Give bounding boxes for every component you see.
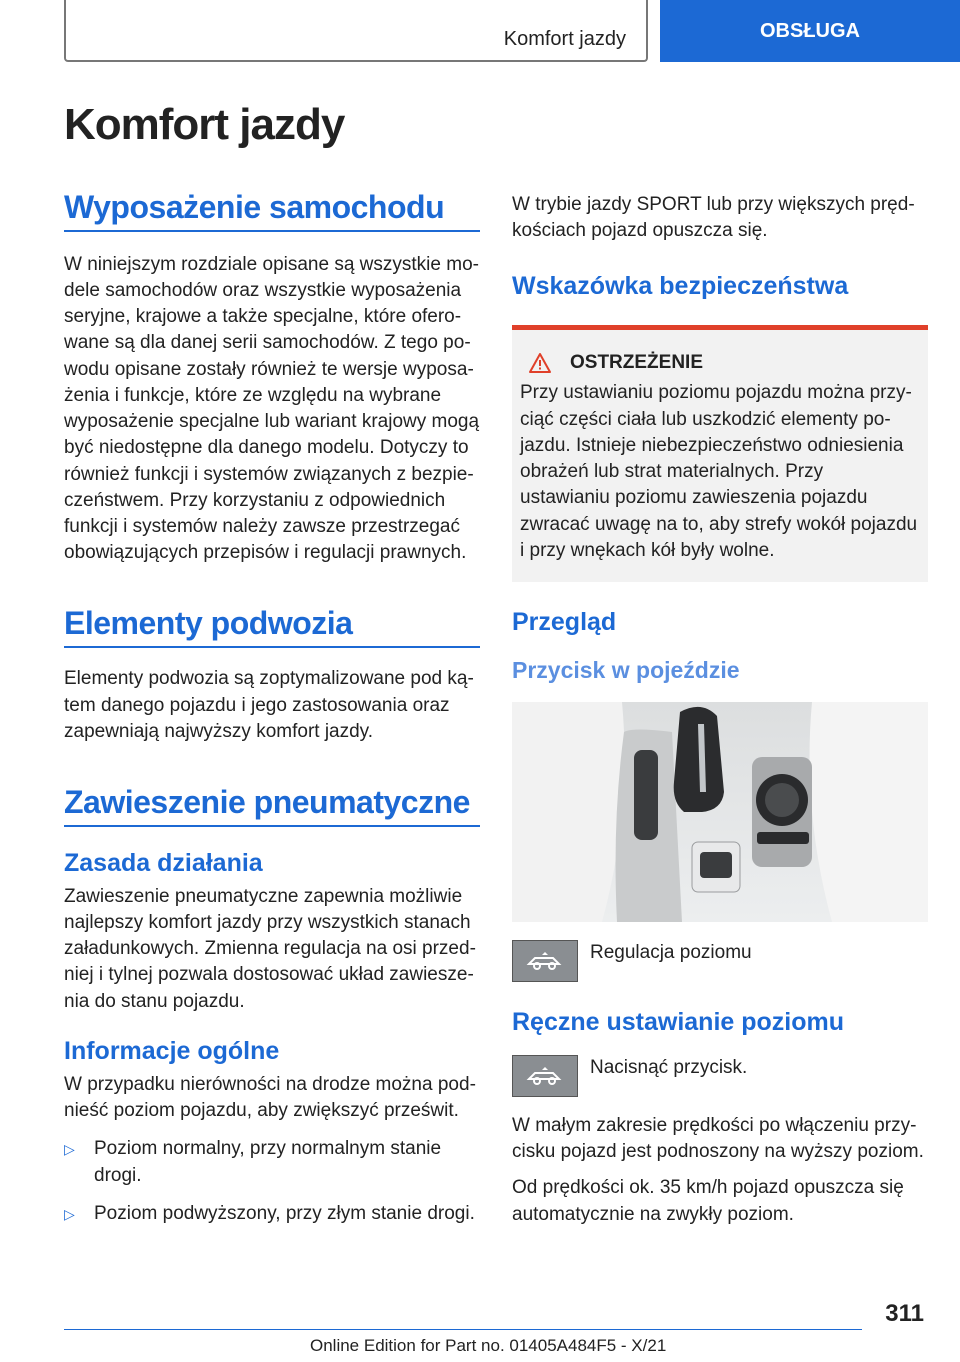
car-level-icon [525, 1065, 565, 1087]
heading-chassis: Elementy podwozia [64, 606, 480, 648]
paragraph-chassis: Elementy podwozia są zoptymalizowane pod kątem danego pojazdu i jego zastosowania oraz zapewniają najwyższy komfort jazdy. [64, 668, 474, 742]
heading-safety-note: Wskazówka bezpieczeństwa [512, 272, 849, 301]
triangle-bullet-icon: ▷ [64, 1205, 75, 1222]
heading-manual-level: Ręczne ustawianie poziomu [512, 1007, 845, 1036]
level-control-button-icon[interactable] [512, 1055, 578, 1097]
triangle-bullet-icon: ▷ [64, 1141, 75, 1158]
center-console-illustration [512, 702, 928, 922]
footer-edition: Online Edition for Part no. 01405A484F5 - X/21 [310, 1336, 667, 1355]
paragraph-low-speed: W małym zakresie prędkości po włączeniu przycisku pojazd jest podnoszony na wyższy poziom. [512, 1114, 924, 1163]
footer-divider [64, 1329, 862, 1330]
warning-header [520, 352, 918, 374]
list-item [64, 1201, 480, 1227]
warning-box [512, 325, 928, 582]
header-chapter-tab[interactable]: OBSŁUGA [660, 0, 960, 62]
paragraph-general-info: W przypadku nierówności na drodze można podnieść poziom pojazdu, aby zwiększyć prześwit. [64, 1073, 476, 1122]
manual-step-text: Nacisnąć przycisk. [590, 1056, 748, 1078]
car-level-icon [525, 950, 565, 972]
list-item-text: Poziom podwyższony, przy złym stanie drogi. [94, 1202, 475, 1224]
heading-button-in-vehicle: Przycisk w pojeździe [512, 656, 740, 683]
icon-label: Regulacja poziomu [590, 941, 752, 963]
header-section-title: Komfort jazdy [503, 28, 626, 50]
icon-row-level-control [512, 940, 928, 982]
paragraph-principle: Zawieszenie pneumatyczne zapewnia możliwie najlepszy komfort jazdy przy wszystkich stanach załadunkowych. Zmienna regulacja na osi przedniej i tylnej pozwala dostosować układ zawieszenia do stanu pojazdu. [64, 885, 476, 1012]
list-item [64, 1136, 480, 1188]
warning-title: OSTRZEŻENIE [570, 352, 704, 374]
header-box [64, 0, 648, 62]
warning-text: Przy ustawianiu poziomu pojazdu można przyciąć części ciała lub uszkodzić elementy pojazdu. Istnieje niebezpieczeństwo odniesienia obrażeń lub strat materialnych. Przy ustawianiu poziomu zawieszenia pojazdu zwracać uwagę na to, aby strefy wokół pojazdu i przy wnękach kół były wolne. [520, 382, 918, 561]
paragraph-sport-mode: W trybie jazdy SPORT lub przy większych prędkościach pojazd opuszcza się. [512, 194, 915, 242]
left-column [64, 190, 480, 1227]
icon-row-manual-step [512, 1055, 928, 1097]
heading-equipment: Wyposażenie samochodu [64, 190, 480, 232]
list-item-text: Poziom normalny, przy normalnym stanie drogi. [94, 1138, 442, 1186]
right-column [512, 192, 928, 1228]
center-console-photo [512, 702, 928, 922]
heading-overview: Przegląd [512, 607, 617, 636]
page-number: 311 [885, 1300, 924, 1327]
warning-triangle-icon [528, 352, 552, 374]
paragraph-high-speed: Od prędkości ok. 35 km/h pojazd opuszcza się automatycznie na zwykły poziom. [512, 1177, 904, 1225]
heading-air-suspension: Zawieszenie pneumatyczne [64, 785, 480, 827]
heading-principle: Zasada działania [64, 848, 263, 877]
level-control-button-icon[interactable] [512, 940, 578, 982]
paragraph-equipment: W niniejszym rozdziale opisane są wszystkie modele samochodów oraz wszystkie wyposażenia seryjne, krajowe a także specjalne, które oferowane są dla danej serii samochodów. Z tego powodu opisane zostały również te wersje wyposażenia i funkcje, które ze względu na wybrane wyposażenie specjalne lub wariant krajowy mogą być niedostępne dla danego modelu. Dotyczy to również funkcji i systemów związanych z bezpieczeństwem. Przy korzystaniu z odpowiednich funkcji i systemów należy zawsze przestrzegać obowiązujących przepisów i regulacji prawnych. [64, 253, 480, 564]
page-title: Komfort jazdy [64, 100, 345, 149]
heading-general-info: Informacje ogólne [64, 1036, 280, 1065]
